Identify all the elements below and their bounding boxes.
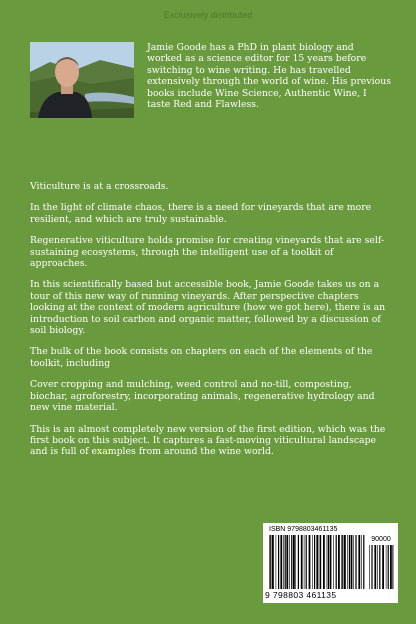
barcode-bar [316,535,318,589]
barcode-bar [344,535,346,589]
barcode-bar [369,545,370,589]
barcode-bar [319,535,320,589]
barcode-bar [280,535,282,589]
barcode-bar [347,535,348,589]
addon-barcode-bars [369,535,394,589]
author-portrait-icon [30,42,134,118]
isbn-barcode [263,523,398,603]
barcode-bar [286,535,288,589]
barcode-bar [295,535,296,589]
barcode-bar [323,535,325,589]
barcode-bar [314,535,315,589]
barcode-bar [382,545,384,589]
barcode-bar [309,535,311,589]
barcode-bar [272,535,274,589]
barcode-bar [301,535,303,589]
barcode-bar [336,535,337,589]
barcode-bar [353,535,354,589]
barcode-bar [363,535,364,589]
addon-number: 90000 [367,536,395,543]
barcode-bar [320,535,321,589]
barcode-bar [276,535,277,589]
barcode-bar [379,545,380,589]
barcode-bar [312,535,313,589]
barcode-bar [333,535,334,589]
barcode-bar [291,535,292,589]
barcode-bars [269,535,365,589]
description-paragraph: This is an almost completely new version of the first edition, which was the first book on this subject. It captures a fast-moving viticultural landscape and is full of examples from around the wine world. [30,423,386,458]
top-watermark: Exclusively distributed [163,10,253,20]
barcode-bar [386,545,387,589]
barcode-bar [289,535,290,589]
barcode-bar [293,535,295,589]
barcode-bar [371,545,372,589]
barcode-bar [341,535,342,589]
barcode-bar [285,535,286,589]
barcode-bar [328,535,329,589]
barcode-bar [278,535,279,589]
barcode-bar [388,545,389,589]
description-paragraph: Cover cropping and mulching, weed control and no-till, composting, biochar, agroforestry, incorporating animals, regenerative hydrology and new vine material. [30,379,375,414]
author-bio: Jamie Goode has a PhD in plant biology and worked as a science editor for 15 years before switching to wine writing. He has travelled extensively through the world of wine. His previous books include Wine Science, Authentic Wine, I taste Red and Flawless. [147,42,391,111]
barcode-bar [392,545,393,589]
description-paragraph: Viticulture is at a crossroads. [30,181,169,192]
barcode-bar [374,545,376,589]
barcode-bar [358,535,360,589]
author-photo [30,42,134,118]
barcode-bar [390,545,392,589]
barcode-bar [338,535,340,589]
barcode-bar [304,535,305,589]
barcode-bar [269,535,270,589]
barcode-bar [349,535,350,589]
barcode-bar [361,535,362,589]
barcode-bar [355,535,356,589]
barcode-bar [283,535,284,589]
description-paragraph: Regenerative viticulture holds promise for creating vineyards that are self-sustaining ecosystems, through the intelligent use of a toolkit of approaches. [30,235,385,270]
barcode-bar [327,535,328,589]
barcode-bar [298,535,299,589]
isbn-label: ISBN 9798803461135 [269,526,338,533]
description-paragraph: In the light of climate chaos, there is a need for vineyards that are more resilient, and which are truly sustainable. [30,202,372,225]
barcode-bar [306,535,307,589]
barcode-bar [342,535,343,589]
description-paragraph: The bulk of the book consists on chapters on each of the elements of the toolkit, including [30,346,373,369]
barcode-bar [330,535,332,589]
barcode-bar [351,535,353,589]
description-paragraph: In this scientifically based but accessible book, Jamie Goode takes us on a tour of this new way of running vineyards. After perspective chapters looking at the context of modern agriculture (how we got here), there is an introduction to soil carbon and organic matter, followed by a discussion of soil biology. [30,279,386,337]
book-description [30,181,386,468]
barcode-digits: 9 798803 461135 [265,590,337,600]
barcode-bar [377,545,378,589]
barcode-bar [270,535,271,589]
